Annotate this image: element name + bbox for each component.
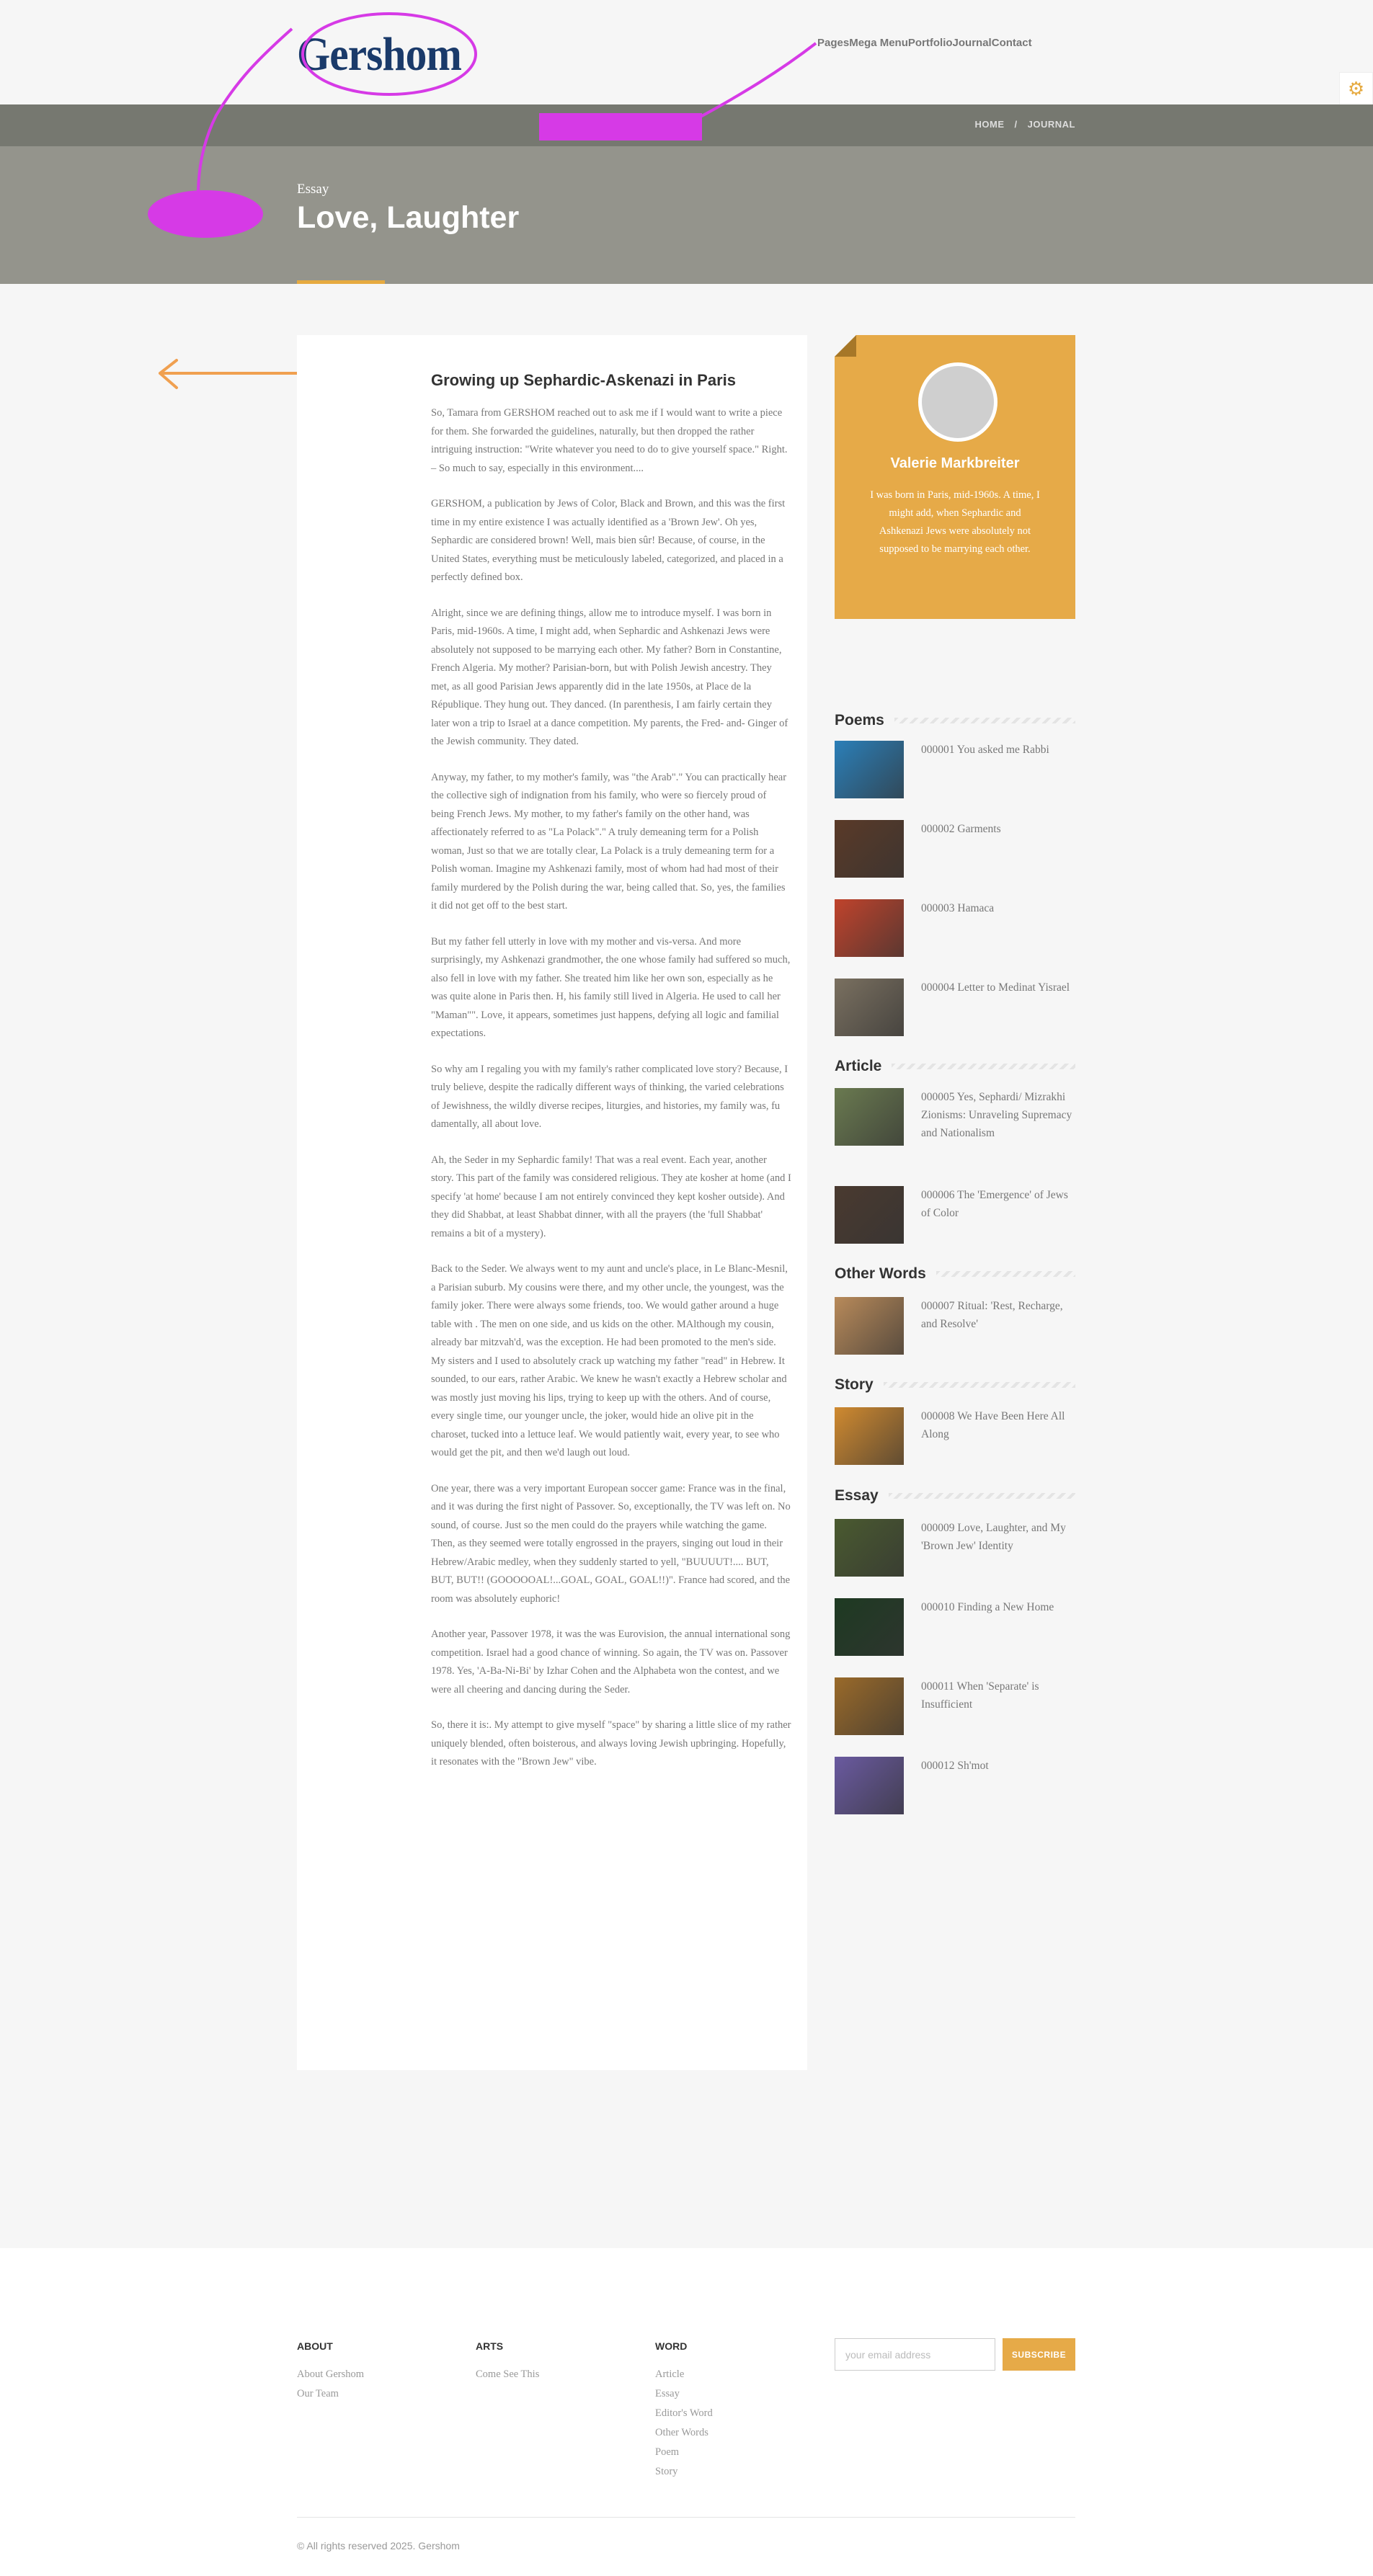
- article-body: [431, 404, 791, 1789]
- breadcrumb-separator: /: [1014, 119, 1018, 130]
- sidebar-post[interactable]: [835, 1186, 1075, 1244]
- sidebar-heading-article: [835, 1057, 1075, 1076]
- article-paragraph: Another year, Passover 1978, it was the was Eurovision, the annual international song competition. Israel had a good chance of winning. So again, the TV was on. Passover 1978. Yes, 'A-Ba-Ni-Bi' by Izhar Cohen and the Alphabeta won the contest, and we were all cheering and dancing during the Seder.: [431, 1628, 791, 1695]
- article-paragraph: Anyway, my father, to my mother's family, was "the Arab"." You can practically hear the collective sigh of indignation from his family, who were so fiercely proud of being French Jews. My mother, to my father's family on the other hand, was affectionately referred to as "La Polack"." A truly demeaning term for a Polish woman, Just so that we are totally clear, La Polack is a truly demeaning term for a Polish woman. Imagine my Ashkenazi family, most of whom had had most of their family murdered by the Polish during the war, being called that. So, yes, the families it did not get off to the best start.: [431, 771, 787, 912]
- footer-link[interactable]: Essay: [655, 2388, 680, 2399]
- post-title[interactable]: 000007 Ritual: 'Rest, Recharge, and Resolve': [921, 1300, 1063, 1330]
- author-name[interactable]: Valerie Markbreiter: [890, 455, 1020, 471]
- post-title[interactable]: 000002 Garments: [921, 823, 1001, 835]
- sidebar-post[interactable]: [835, 820, 1075, 878]
- post-thumbnail[interactable]: [835, 979, 904, 1036]
- article-paragraph: So why am I regaling you with my family's rather complicated love story? Because, I truly believe, despite the radically different ways of thinking, the varied celebrations of Jewishness, the wildly diverse recipes, liturgies, and histories, my family was, fu damentally, all about love.: [431, 1063, 788, 1130]
- sidebar-post[interactable]: [835, 1598, 1075, 1656]
- post-title[interactable]: 000006 The 'Emergence' of Jews of Color: [921, 1189, 1068, 1219]
- article-title: Growing up Sephardic-Askenazi in Paris: [431, 371, 736, 389]
- nav-item-mega-menu[interactable]: Mega Menu: [849, 37, 908, 49]
- page-category: Essay: [297, 182, 329, 197]
- footer-divider: [297, 2517, 1075, 2518]
- sidebar-heading-other-words: [835, 1265, 1075, 1283]
- avatar: [918, 362, 997, 442]
- post-title[interactable]: 000009 Love, Laughter, and My 'Brown Jew' Identity: [921, 1522, 1066, 1552]
- section-label: Story: [835, 1376, 874, 1393]
- article-card: [297, 335, 807, 2070]
- heading-stripes: [894, 718, 1075, 723]
- post-title[interactable]: 000012 Sh'mot: [921, 1760, 989, 1772]
- section-label: Essay: [835, 1487, 879, 1504]
- copyright-text: © All rights reserved 2025. Gershom: [297, 2540, 460, 2552]
- heading-stripes: [936, 1271, 1075, 1277]
- post-title[interactable]: 000011 When 'Separate' is Insufficient: [921, 1680, 1039, 1711]
- gear-icon[interactable]: ⚙: [1339, 72, 1373, 106]
- author-bio: I was born in Paris, mid-1960s. A time, I might add, when Sephardic and Ashkenazi Jews were absolutely not supposed to be marrying each other.: [870, 489, 1040, 555]
- post-thumbnail[interactable]: [835, 820, 904, 878]
- article-paragraph: GERSHOM, a publication by Jews of Color, Black and Brown, and this was the first time in my entire existence I was actually identified as a 'Brown Jew'. Oh yes, Sephardic are considered brown! Well, mais bien sûr! Because, of course, in the United States, everything must be meticulously labeled, categorized, and placed in a perfectly defined box.: [431, 498, 786, 583]
- breadcrumb-bar: [0, 104, 1373, 146]
- sidebar-heading-essay: [835, 1487, 1075, 1505]
- post-thumbnail[interactable]: [835, 1757, 904, 1814]
- footer-column-about: [297, 2340, 364, 2404]
- footer-heading: ARTS: [476, 2340, 504, 2352]
- sidebar-heading-story: [835, 1376, 1075, 1394]
- section-label: Article: [835, 1058, 882, 1074]
- article-paragraph: Back to the Seder. We always went to my aunt and uncle's place, in Le Blanc-Mesnil, a Parisian suburb. My cousins were there, and my other uncle, the youngest, was the family joker. There were always some friends, too. We would gather around a huge table with . The men on one side, and us kids on the other. MAlthough my cousin, already bar mitzvah'd, was the exception. He had been promoted to the men's side. My sisters and I used to absolutely crack up watching my father "read" in Hebrew. It sounded, to our ears, rather Arabic. We knew he wasn't exactly a Hebrew scholar and was mostly just moving his lips, trying to keep up with the others. And of course, every single time, our younger uncle, the joker, would hide an olive pit in the charoset, tucked into a lettuce leaf. We would patiently wait, every year, to see who would get the pit, and then we'd laugh out loud.: [431, 1263, 788, 1458]
- nav-item-portfolio[interactable]: Portfolio: [907, 37, 953, 49]
- sidebar-post[interactable]: [835, 1297, 1075, 1355]
- article-paragraph: Ah, the Seder in my Sephardic family! That was a real event. Each year, another story. This part of the family was considered religious. They ate kosher at home (and I specify 'at home' because I am not entirely convinced they kept kosher outside). And they did Shabbat, at least Shabbat dinner, with all the prayers (the 'full Shabbat' remains a bit of a mystery).: [431, 1154, 791, 1239]
- post-thumbnail[interactable]: [835, 1297, 904, 1355]
- post-thumbnail[interactable]: [835, 1088, 904, 1146]
- site-header: [0, 0, 1373, 104]
- article-paragraph: So, there it is:. My attempt to give myself "space" by sharing a little slice of my rather uniquely blended, often boisterous, and always loving Jewish upbringing. Hopefully, it resonates with the "Brown Jew" vibe.: [431, 1719, 791, 1768]
- post-title[interactable]: 000010 Finding a New Home: [921, 1601, 1054, 1613]
- breadcrumb: [975, 119, 1075, 130]
- post-thumbnail[interactable]: [835, 1519, 904, 1577]
- heading-stripes: [889, 1493, 1075, 1499]
- post-thumbnail[interactable]: [835, 741, 904, 798]
- post-title[interactable]: 000003 Hamaca: [921, 902, 995, 914]
- footer-heading: WORD: [655, 2340, 688, 2352]
- section-label: Poems: [835, 712, 884, 728]
- article-paragraph: Alright, since we are defining things, allow me to introduce myself. I was born in Paris, mid-1960s. A time, I might add, when Sephardic and Ashkenazi Jews were absolutely not supposed to be marrying each other. My father? Born in Constantine, French Algeria. My mother? Parisian-born, but with Polish Jewish ancestry. They met, as all good Parisian Jews apparently did in the late 1950s, at Place de la République. They hung out. They danced. (In parenthesis, I am fairly certain they later won a trip to Israel at a dance competition. My parents, the Fred- and- Ginger of the Jewish community. They dated.: [431, 607, 788, 747]
- footer-link[interactable]: Editor's Word: [655, 2407, 713, 2419]
- page-title: Love, Laughter: [297, 200, 520, 235]
- main-nav: [817, 37, 1032, 49]
- section-label: Other Words: [835, 1265, 926, 1282]
- footer-link[interactable]: Article: [655, 2368, 685, 2380]
- subscribe-button[interactable]: SUBSCRIBE: [1003, 2338, 1075, 2371]
- footer-link[interactable]: Our Team: [297, 2388, 339, 2399]
- card-corner-fold: [835, 335, 856, 357]
- nav-item-contact[interactable]: Contact: [991, 37, 1032, 49]
- sidebar-post[interactable]: [835, 979, 1075, 1036]
- article-paragraph: So, Tamara from GERSHOM reached out to ask me if I would want to write a piece for them. She forwarded the guidelines, naturally, but then dropped the rather intriguing instruction: "Write whatever you need to do to give yourself space." Right. – So much to say, especially in this environment....: [431, 407, 788, 474]
- article-paragraph: One year, there was a very important European soccer game: France was in the final, and it was during the first night of Passover. So, exceptionally, the TV was left on. No sound, of course. Just so the men could do the prayers while watching the game. Then, as they seemed were totally engrossed in the prayers, singing out loud in their Hebrew/Arabic medley, when they suddenly started to yell, "BUUUUT!.... BUT, BUT, BUT!! (GOOOOOAL!...GOAL, GOAL, GOAL!!)". France had scored, and the room was absolutely euphoric!: [431, 1482, 791, 1605]
- newsletter-email-input[interactable]: [835, 2338, 995, 2371]
- post-thumbnail[interactable]: [835, 1677, 904, 1735]
- sidebar-post[interactable]: [835, 899, 1075, 957]
- nav-item-journal[interactable]: Journal: [952, 37, 992, 49]
- post-thumbnail[interactable]: [835, 899, 904, 957]
- post-title[interactable]: 000001 You asked me Rabbi: [921, 744, 1049, 756]
- sidebar-post[interactable]: [835, 741, 1075, 798]
- sidebar-post[interactable]: [835, 1088, 1075, 1146]
- footer-column-word: [655, 2340, 713, 2482]
- footer-link[interactable]: Poem: [655, 2446, 680, 2458]
- arrow-annotation: [160, 360, 303, 388]
- post-thumbnail[interactable]: [835, 1407, 904, 1465]
- footer-link[interactable]: Other Words: [655, 2427, 708, 2438]
- sidebar-post[interactable]: [835, 1677, 1075, 1735]
- breadcrumb-home[interactable]: HOME: [974, 119, 1005, 130]
- post-thumbnail[interactable]: [835, 1186, 904, 1244]
- heading-stripes: [884, 1382, 1075, 1388]
- footer-heading: ABOUT: [297, 2340, 333, 2352]
- title-underline: [297, 280, 385, 284]
- breadcrumb-journal[interactable]: JOURNAL: [1027, 119, 1075, 130]
- nav-item-pages[interactable]: Pages: [817, 37, 850, 49]
- post-thumbnail[interactable]: [835, 1598, 904, 1656]
- post-title[interactable]: 000004 Letter to Medinat Yisrael: [921, 981, 1070, 994]
- article-paragraph: But my father fell utterly in love with my mother and vis-versa. And more surprisingly, my Ashkenazi grandmother, the one whose family had suffered so much, also fell in love with my father. She treated him like her own son, especially as he was quite alone in Paris then. H, his family still lived in Algeria. He used to call her "Maman"". Love, it appears, sometimes just happens, defying all logic and familial expectations.: [431, 935, 791, 1039]
- page-title-band: [0, 146, 1373, 284]
- post-title[interactable]: 000005 Yes, Sephardi/ Mizrakhi Zionisms: Unraveling Supremacy and Nationalism: [921, 1091, 1072, 1139]
- footer-link[interactable]: Story: [655, 2466, 678, 2477]
- post-title[interactable]: 000008 We Have Been Here All Along: [921, 1410, 1065, 1440]
- author-card: [835, 335, 1075, 619]
- sidebar-post[interactable]: [835, 1407, 1075, 1465]
- heading-stripes: [892, 1064, 1075, 1069]
- sidebar-heading-poems: [835, 711, 1075, 730]
- footer-link[interactable]: Come See This: [476, 2368, 540, 2380]
- footer-column-arts: [476, 2340, 539, 2384]
- sidebar-post[interactable]: [835, 1519, 1075, 1577]
- sidebar-post[interactable]: [835, 1757, 1075, 1814]
- site-logo[interactable]: Gershom: [297, 28, 461, 81]
- footer-link[interactable]: About Gershom: [297, 2368, 365, 2380]
